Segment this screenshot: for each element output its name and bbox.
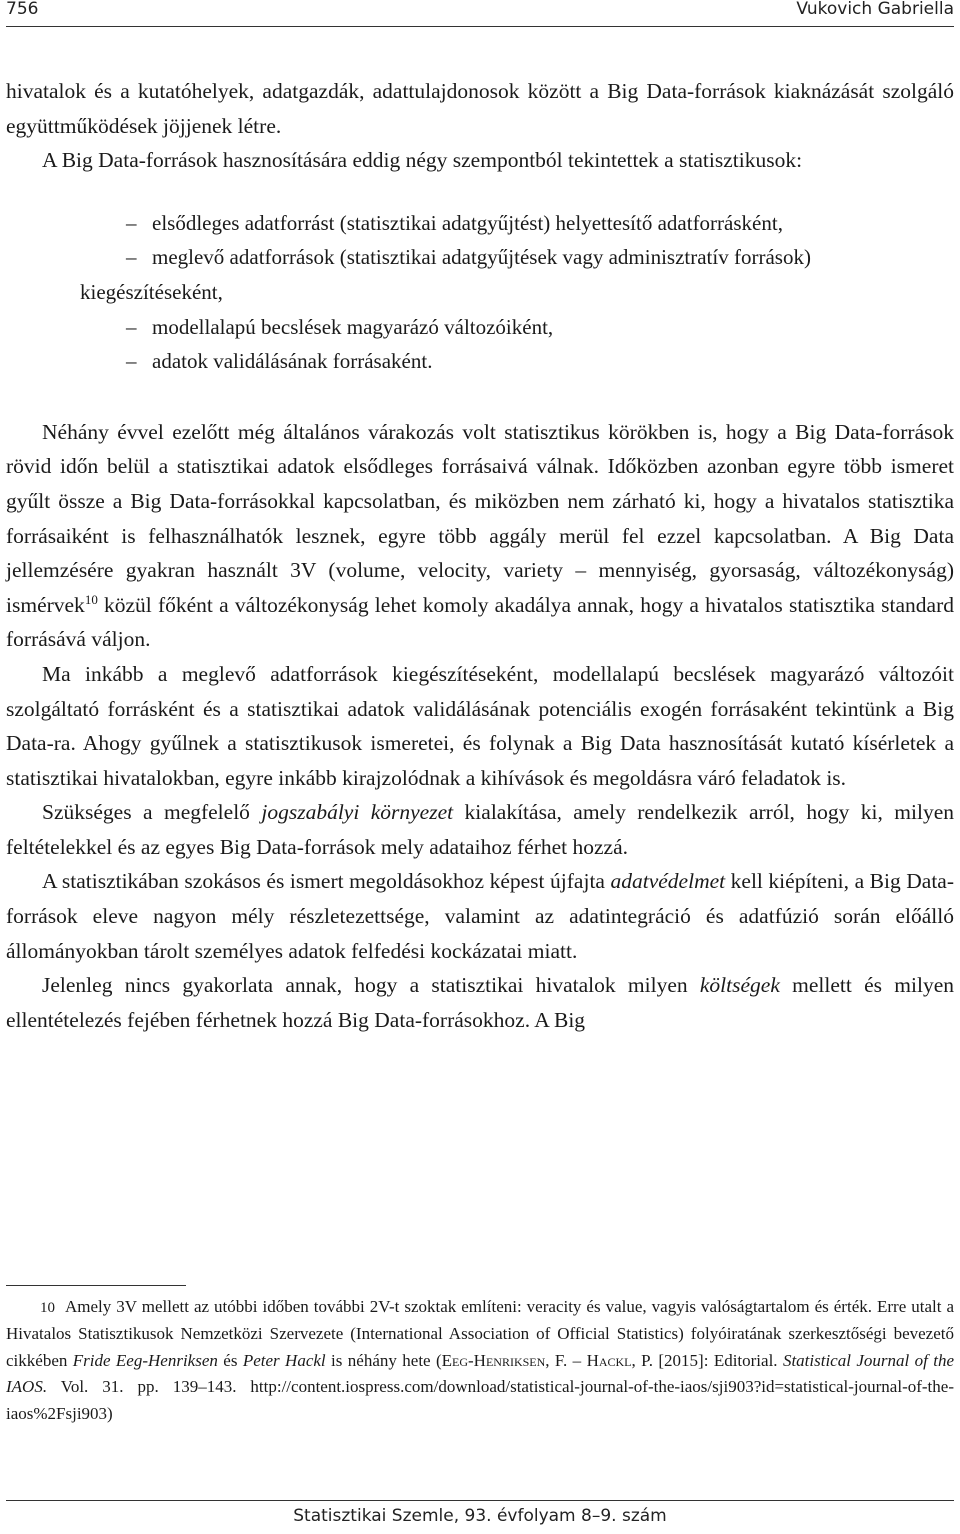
dash-icon: – — [126, 314, 137, 339]
running-footer: Statisztikai Szemle, 93. évfolyam 8–9. szám — [6, 1500, 954, 1531]
paragraph-3: Ma inkább a meglevő adatforrások kiegészítéseként, modellalapú becslések magyarázó változóit szolgáltató forrásként és a statisztikai adatok validálásának potenciális exogén forrásaként tekintünk a Big Data-ra. Ahogy gyűlnek a statisztikusok ismeretei, és folynak a Big Data hasznosítását kutató kísérletek a statisztikai hivatalokban, egyre inkább kirajzolódnak a kihívások és megoldásra váró feladatok is. — [6, 661, 954, 790]
footnote — [6, 1294, 954, 1427]
paragraph-5-text-cont: kell kiépíteni, a Big Data-források eleve nagyon mély részletezettsége, valamint az adatintegráció és adatfúzió során előálló állományokban tárolt személyes adatok felfedési kockázatai miatt. — [6, 869, 954, 963]
page-number: 756 — [6, 0, 39, 19]
bullet-list — [6, 206, 954, 379]
paragraph-1: A Big Data-források hasznosítására eddig négy szempontból tekintettek a statisztikusok: — [42, 148, 803, 173]
footnote-number: 10 — [40, 1300, 55, 1316]
footnote-text: Vol. 31. pp. 139–143. http://content.iospress.com/download/statistical-journal-of-the-iaos/sji903?id=statistical-journal-of-the-iaos%2Fsji903) — [6, 1377, 954, 1423]
paragraph-2 — [6, 415, 954, 657]
footnote-cite-author: Eeg-Henriksen, F. – Hackl, P. — [441, 1350, 653, 1370]
footnote-name: Peter Hackl — [242, 1350, 326, 1370]
footnote-rule — [6, 1285, 186, 1286]
list-item — [6, 206, 954, 241]
paragraph-5 — [6, 864, 954, 968]
emphasis: jogszabályi környezet — [261, 800, 454, 825]
footnote-text: [2015]: Editorial. — [652, 1350, 783, 1370]
dash-icon: – — [126, 349, 137, 374]
list-item — [6, 240, 954, 309]
paragraph-5-text: A statisztikában szokásos és ismert megoldásokhoz képest újfajta — [42, 869, 611, 894]
footnote-journal: Statistical Journal of the IAOS. — [6, 1350, 955, 1397]
running-header-author: Vukovich Gabriella — [796, 0, 954, 19]
paragraph-4 — [6, 795, 954, 864]
paragraph-6-text: Jelenleg nincs gyakorlata annak, hogy a statisztikai hivatalok milyen — [42, 973, 700, 998]
paragraph-6-text-cont: mellett és milyen ellentételezés fejében férhetnek hozzá Big Data-forrásokhoz. A Big — [6, 973, 954, 1032]
dash-icon: – — [126, 210, 137, 235]
list-item-text: elsődleges adatforrást (statisztikai adatgyűjtést) helyettesítő adatforrásként, — [152, 210, 783, 235]
footnote-text: is néhány hete ( — [325, 1350, 442, 1370]
dash-icon: – — [126, 245, 137, 270]
paragraph-4-text: Szükséges a megfelelő — [42, 800, 262, 825]
footnote-ref: 10 — [84, 591, 98, 607]
footnote-text: Amely 3V mellett az utóbbi időben további 2V-t szoktak említeni: veracity és value, vagyis valóságtartalom és érték. Erre utalt a Hivatalos Statisztikusok Nemzetközi Szervezete (International Association of Official Statistics) folyóiratának szerkesztőségi bevezető cikkében — [6, 1297, 954, 1370]
intro-paragraph: hivatalok és a kutatóhelyek, adatgazdák, adattulajdonosok között a Big Data-források kiaknázását szolgáló együttműködések jöjjenek létre. — [6, 79, 954, 138]
paragraph-2-text-cont: közül főként a változékonyság lehet komoly akadálya annak, hogy a hivatalos statisztika standard forrásává váljon. — [6, 592, 954, 652]
emphasis: költségek — [699, 973, 780, 998]
emphasis: adatvédelmet — [610, 869, 726, 894]
list-item — [6, 310, 954, 345]
list-item-text: adatok validálásának forrásaként. — [152, 349, 433, 374]
list-item — [6, 344, 954, 379]
paragraph-6 — [6, 968, 954, 1037]
running-header — [6, 0, 954, 27]
list-item-text: meglevő adatforrások (statisztikai adatgyűjtések vagy adminisztratív források) kiegészítéseként, — [80, 245, 811, 304]
paragraph-2-text: Néhány évvel ezelőtt még általános várakozás volt statisztikus körökben is, hogy a Big Data-források rövid időn belül a statisztikai adatok elsődleges forrásaivá válnak. Időközben azonban egyre több ismeret gyűlt össze a Big Data-forrásokkal kapcsolatban, és miközben nem zárható ki, hogy a hivatalos statisztika forrásaiként is felhasználhatók lesznek, egyre több aggály merül fel ezzel kapcsolatban. A Big Data jellemzésére gyakran használt 3V (volume, velocity, variety – mennyiség, gyorsaság, változékonyság) ismérvek — [6, 419, 954, 617]
list-item-text: modellalapú becslések magyarázó változóiként, — [152, 314, 554, 339]
body-text — [6, 74, 954, 1037]
footnote-name: Fride Eeg-Henriksen — [72, 1350, 218, 1370]
footnote-text: és — [217, 1350, 243, 1370]
paragraph-4-text-cont: kialakítása, amely rendelkezik arról, hogy ki, milyen feltételekkel és az egyes Big Data-források mely adataihoz férhet hozzá. — [6, 800, 955, 859]
